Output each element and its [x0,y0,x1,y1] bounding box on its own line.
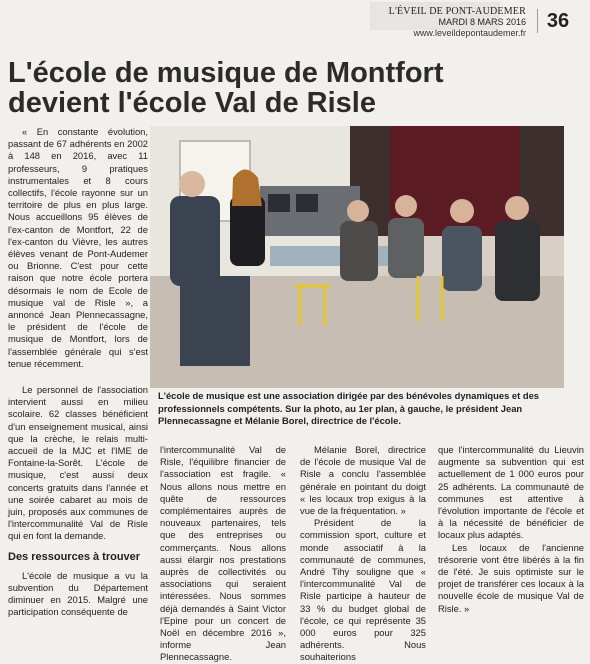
publication-name: L'ÉVEIL DE PONT-AUDEMER [388,6,526,17]
paragraph-commission: Président de la commission sport, culture et monde associatif à la communauté de communes, André Tihy souligne que « l'intercommunalité Val de Risle participe à hauteur de 33 % du budget global de l'école, ce qui représente 35 000 euros pour 325 adhérents. Nous souhaiterions [300,517,426,663]
paragraph-funding: L'école de musique a vu la subvention du Département diminuer en 2015. Malgré une participation conséquente de [8,569,148,618]
paragraph-director: Mélanie Borel, directrice de l'école de musique Val de Risle a conclu l'assemblée générale en pointant du doigt « les locaux trop exigus à la vue de la fréquentation. » [300,444,426,517]
paragraph-school-activities: Le personnel de l'association intervient aussi en milieu scolaire. 62 classes bénéficient d'un enseignement musical, ainsi que la crèche, le relais multi-accueil de la MJC et l'IME de Fontaine-la-Sorêt. L'école de musique, c'est aussi deux concerts gratuits dans l'année et une soirée cabaret au mois de juin, proposés aux communes de l'intercommunalité Val de Risle qui en font la demande. [8,384,148,542]
headline-line-1: L'école de musique de Montfort [8,57,444,89]
publication-info [389,6,526,39]
column-1-bottom [8,384,148,618]
article-headline [8,58,568,118]
paragraph-intro: « En constante évolution, passant de 67 adhérents en 2002 à 148 en 2016, avec 11 professeurs, 9 pratiques instrumentales et 8 cours collectifs, l'école rayonne sur un territoire de plus en plus large. Nous accueillons 95 élèves de l'ex-canton de Montfort, 22 de l'ex-canton du Vièvre, les autres élèves venant de Pont-Audemer ou Brionne. C'est pour cette raison que notre école portera désormais le nom de Ecole de musique val de Risle », a annoncé Jean Plennecassagne, le président de l'école de musique de Montfort, lors de l'assemblée générale qui s'est tenue récemment. [8,126,148,369]
column-4 [438,444,584,615]
paragraph-new-premises: Les locaux de l'ancienne trésorerie vont être libérés à la fin de l'été. Je suis optimiste sur le projet de transférer ces locaux à la nouvelle école de musique Val de Risle. » [438,541,584,614]
group-photo-illustration [150,126,564,388]
headline-line-2: devient l'école Val de Risle [8,87,376,119]
publication-website: www.leveildepontaudemer.fr [413,28,526,38]
subheading: Des ressources à trouver [8,550,141,563]
column-2 [160,444,286,664]
photo-caption: L'école de musique est une association dirigée par des bénévoles dynamiques et des professionnels compétents. Sur la photo, au 1er plan, à gauche, le président Jean Plennecassagne et Mélanie Borel, directrice de l'école. [158,390,540,426]
paragraph-lieuvin: que l'intercommunalité du Lieuvin augmente sa subvention qui est actuellement de 1 000 euros pour 25 adhérents. La communauté de communes est attentive à l'évolution importante de l'école et à la nécessité de bénéficier de locaux plus adaptés. [438,444,584,541]
masthead-bar [0,0,590,44]
page-number: 36 [537,9,578,33]
paragraph-financial-balance: l'intercommunalité Val de Risle, l'équilibre financier de l'association est fragile. « Nous allons nous mettre en quête de ressources complémentaires auprès de nouveaux partenaires, tels que des entreprises ou commerçants. Nous allons aussi élargir nos prestations auprès de collectivités ou associations qui seraient intéressées. Nous sommes déjà demandés à Saint Victor l'Epine pour un concert de Noël en décembre 2016 », informe Jean Plennecassagne. [160,444,286,663]
publication-date: MARDI 8 MARS 2016 [438,17,526,27]
group-photo [150,126,564,388]
column-3 [300,444,426,664]
column-1-top [8,126,148,370]
